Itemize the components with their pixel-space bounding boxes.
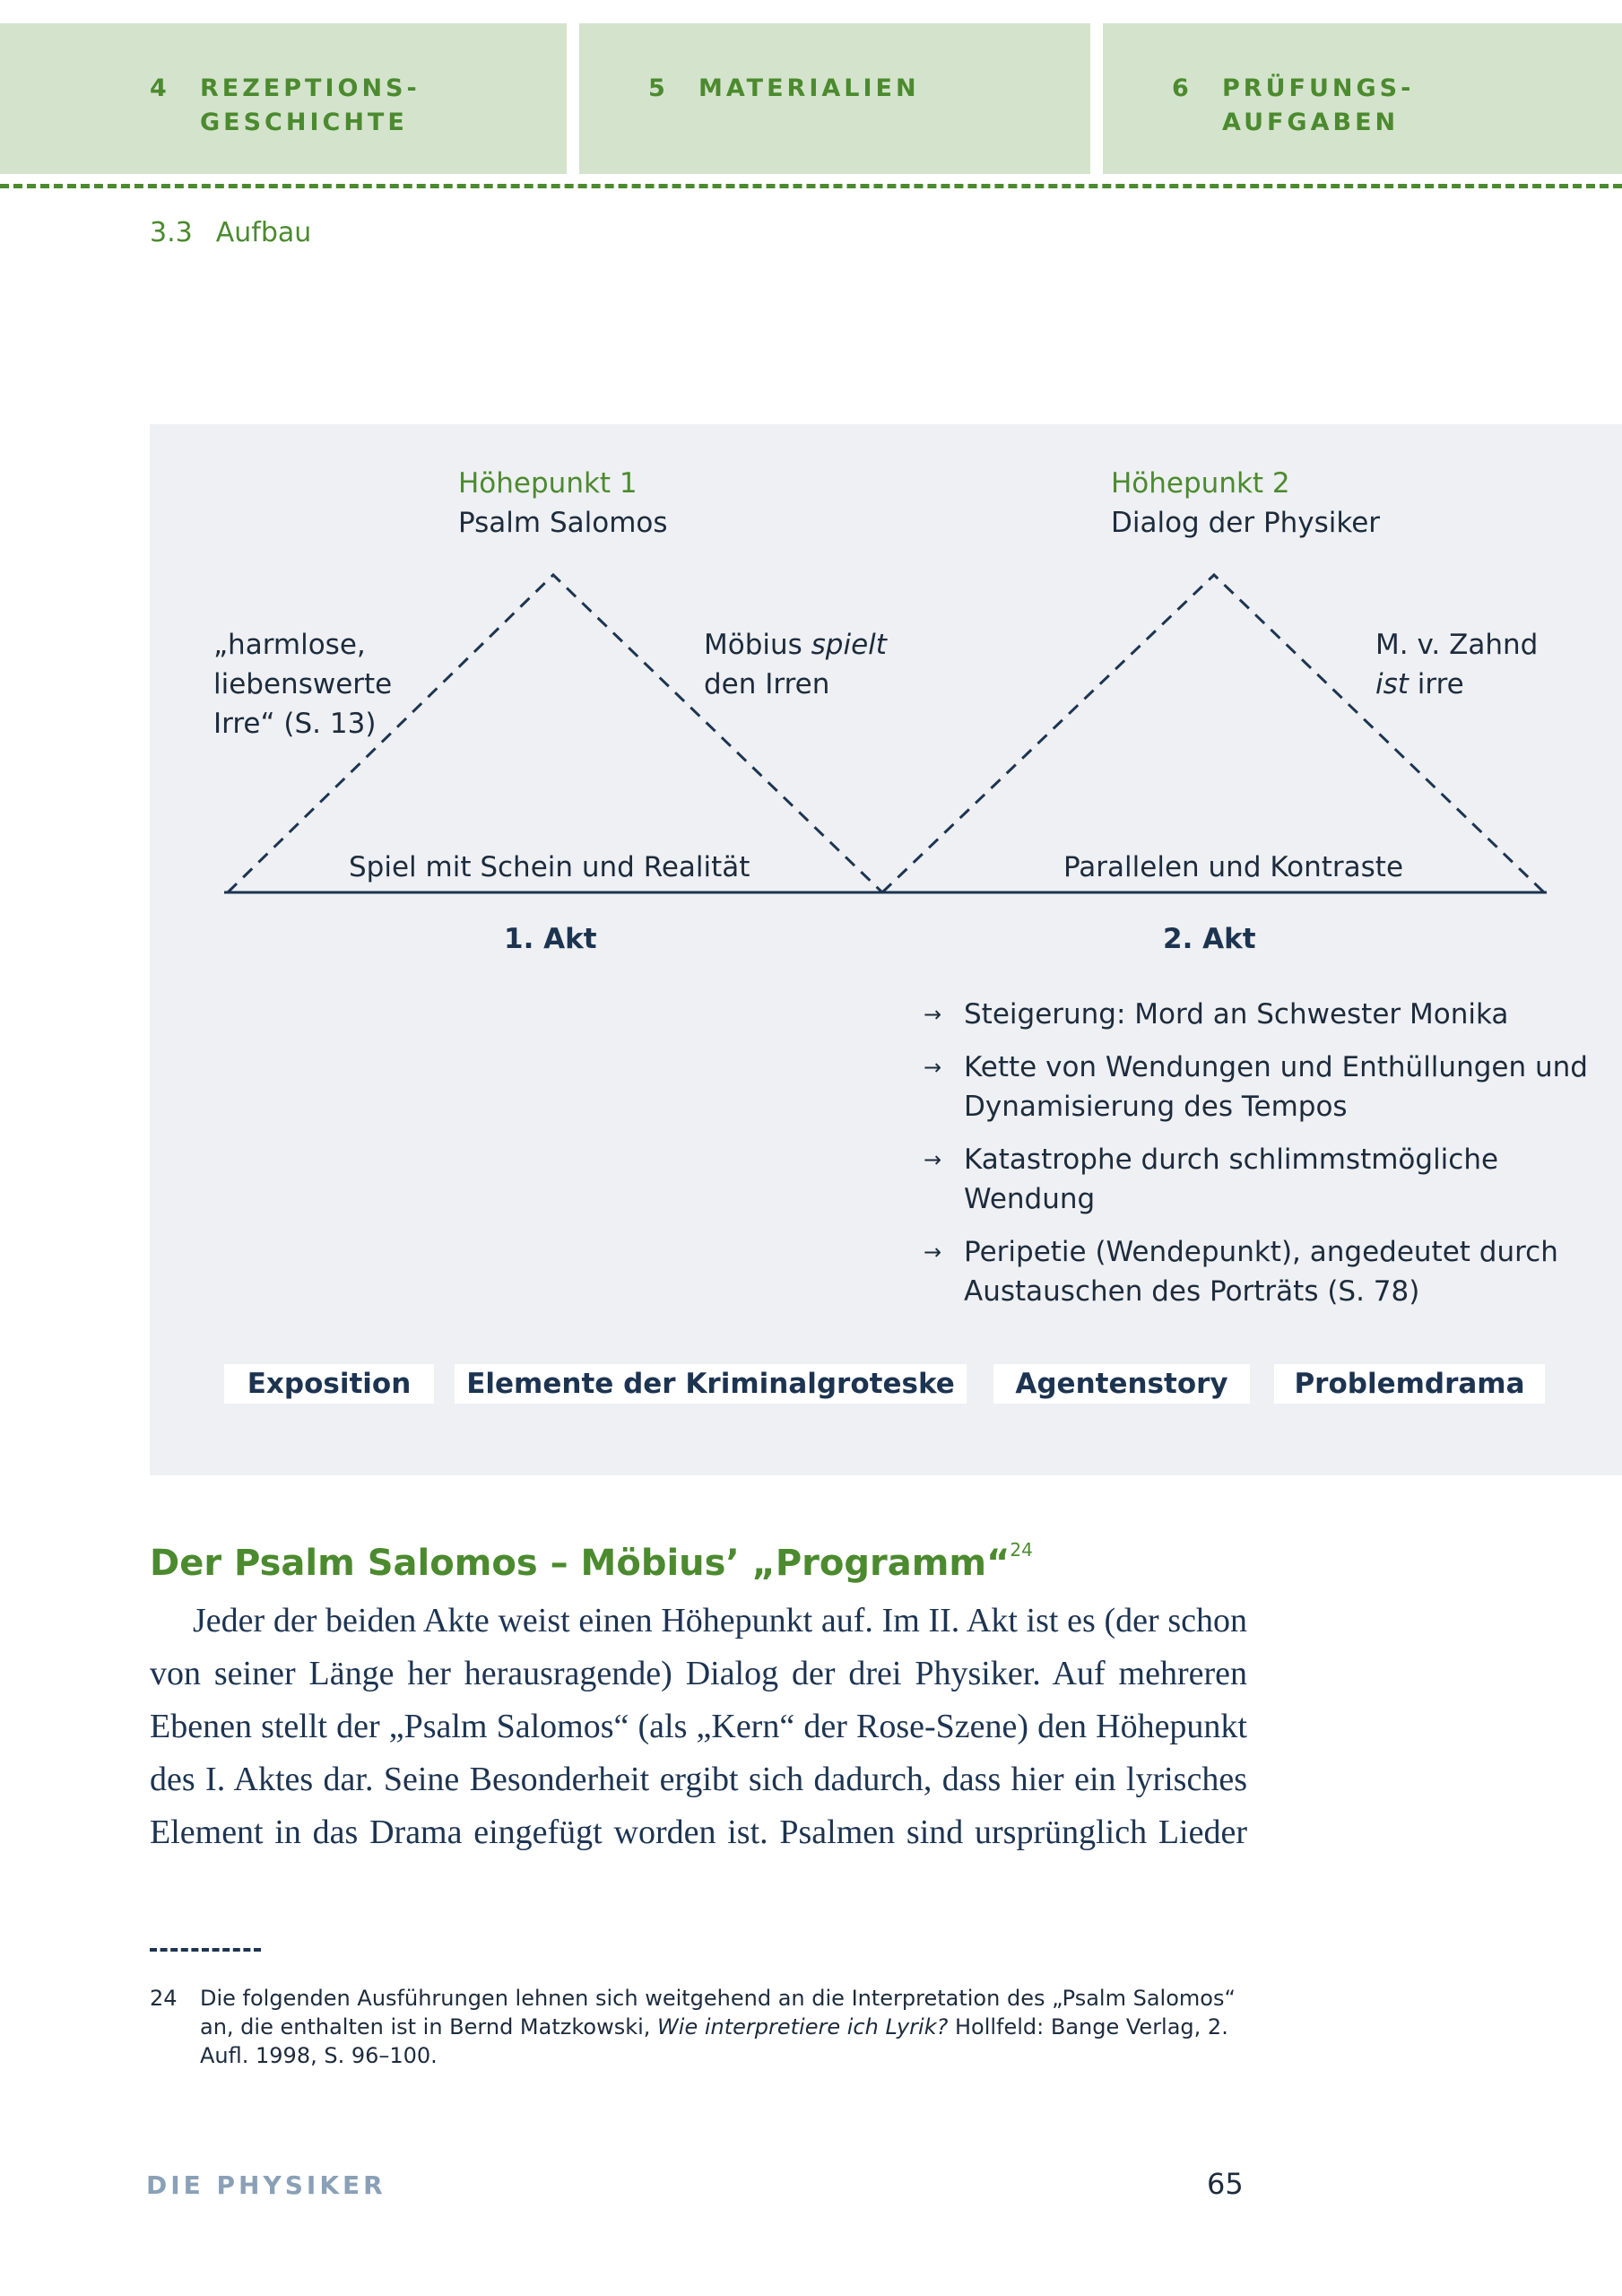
body-paragraph: Jeder der beiden Akte weist einen Höhepunkt auf. Im II. Akt ist es (der schon von seiner Länge her herausragende) Dialog der drei Physiker. Auf mehreren Ebenen stellt der „Psalm Salomos“ (als „Kern“ der Rose-Szene) den Höhepunkt des I. Aktes dar. Seine Besonderheit ergibt sich dadurch, dass hier ein lyrisches Element in das Drama eingefügt worden ist. Psalmen sind ursprünglich Lieder (150, 1602, 1247, 1851)
act2-triangle (882, 575, 1544, 892)
moebius-note-line2: den Irren (704, 668, 830, 700)
section-number: 3.3 (150, 217, 193, 248)
section-breadcrumb (150, 217, 311, 248)
page-number: 65 (1207, 2167, 1244, 2201)
moebius-note-text: Möbius (704, 629, 811, 661)
tab-number: 6 (1172, 74, 1193, 102)
peak2-subtitle: Dialog der Physiker (1111, 507, 1381, 539)
left-quote-line3: Irre“ (S. 13) (213, 708, 377, 740)
tab-label: PRÜFUNGS- AUFGABEN (1222, 74, 1415, 136)
tag-exposition: Exposition (224, 1364, 434, 1404)
tab-number: 4 (150, 74, 170, 102)
act1-label: 1. Akt (504, 923, 597, 955)
act1-theme: Spiel mit Schein und Realität (349, 851, 750, 883)
act2-label: 2. Akt (1163, 923, 1256, 955)
footnote-number: 24 (150, 1986, 178, 2011)
arrow-right-icon: → (924, 1055, 942, 1080)
act2-theme: Parallelen und Kontraste (1063, 851, 1404, 883)
zahnd-note-text: irre (1408, 668, 1464, 700)
header-divider (0, 184, 1622, 188)
peak2-title: Höhepunkt 2 (1111, 467, 1290, 500)
footnote-ref[interactable]: 24 (1010, 1539, 1033, 1561)
footnote-separator (150, 1948, 261, 1952)
tab-number: 5 (648, 74, 669, 102)
arrow-right-icon: → (924, 1002, 942, 1027)
peak1-title: Höhepunkt 1 (458, 467, 638, 500)
section-heading (150, 1539, 1033, 1584)
tag-agentenstory: Agentenstory (993, 1364, 1250, 1404)
zahnd-note-emphasis: ist (1375, 668, 1409, 700)
body-text (150, 1595, 1247, 1859)
footnote-text (200, 1984, 1258, 2070)
moebius-note-line1 (704, 625, 887, 665)
footnote-text-part: Die folgenden Ausführungen lehnen sich weitgehend an die Interpretation des „Psalm Salomos“ an, die enthalten ist in Bernd Matzkowski, (200, 1986, 1236, 2039)
bullet-text: Steigerung: Mord an Schwester Monika (964, 998, 1509, 1031)
arrow-right-icon: → (924, 1239, 942, 1265)
left-quote-line2: liebenswerte (213, 668, 393, 700)
footnote-text-part: Hollfeld: Bange Verlag, 2. Aufl. 1998, S. 96–100. (200, 2014, 1228, 2068)
tab-label: MATERIALIEN (698, 74, 920, 102)
diagram-lines (150, 424, 1622, 1475)
zahnd-note-line1: M. v. Zahnd (1375, 629, 1539, 661)
bullet-text: Katastrophe durch schlimmstmögliche Wendung (964, 1144, 1499, 1215)
heading-text: Der Psalm Salomos – Möbius’ „Programm“ (150, 1543, 1010, 1584)
tag-problemdrama: Problemdrama (1274, 1364, 1545, 1404)
bullet-text: Kette von Wendungen und Enthüllungen und Dynamisierung des Tempos (964, 1051, 1588, 1123)
peak1-subtitle: Psalm Salomos (458, 507, 668, 539)
bullet-text: Peripetie (Wendepunkt), angedeutet durch Austauschen des Porträts (S. 78) (964, 1236, 1558, 1308)
moebius-note-emphasis: spielt (811, 629, 887, 661)
footer-book-title: DIE PHYSIKER (146, 2170, 386, 2200)
tab-label: REZEPTIONS- GESCHICHTE (200, 74, 421, 136)
left-quote-line1: „harmlose, (213, 629, 366, 661)
structure-diagram (150, 424, 1622, 1475)
section-title: Aufbau (215, 217, 312, 248)
zahnd-note-line2 (1375, 665, 1464, 704)
tag-kriminalgroteske: Elemente der Kriminalgroteske (455, 1364, 967, 1404)
footnote-book-title: Wie interpretiere ich Lyrik? (657, 2014, 949, 2039)
arrow-right-icon: → (924, 1147, 942, 1172)
